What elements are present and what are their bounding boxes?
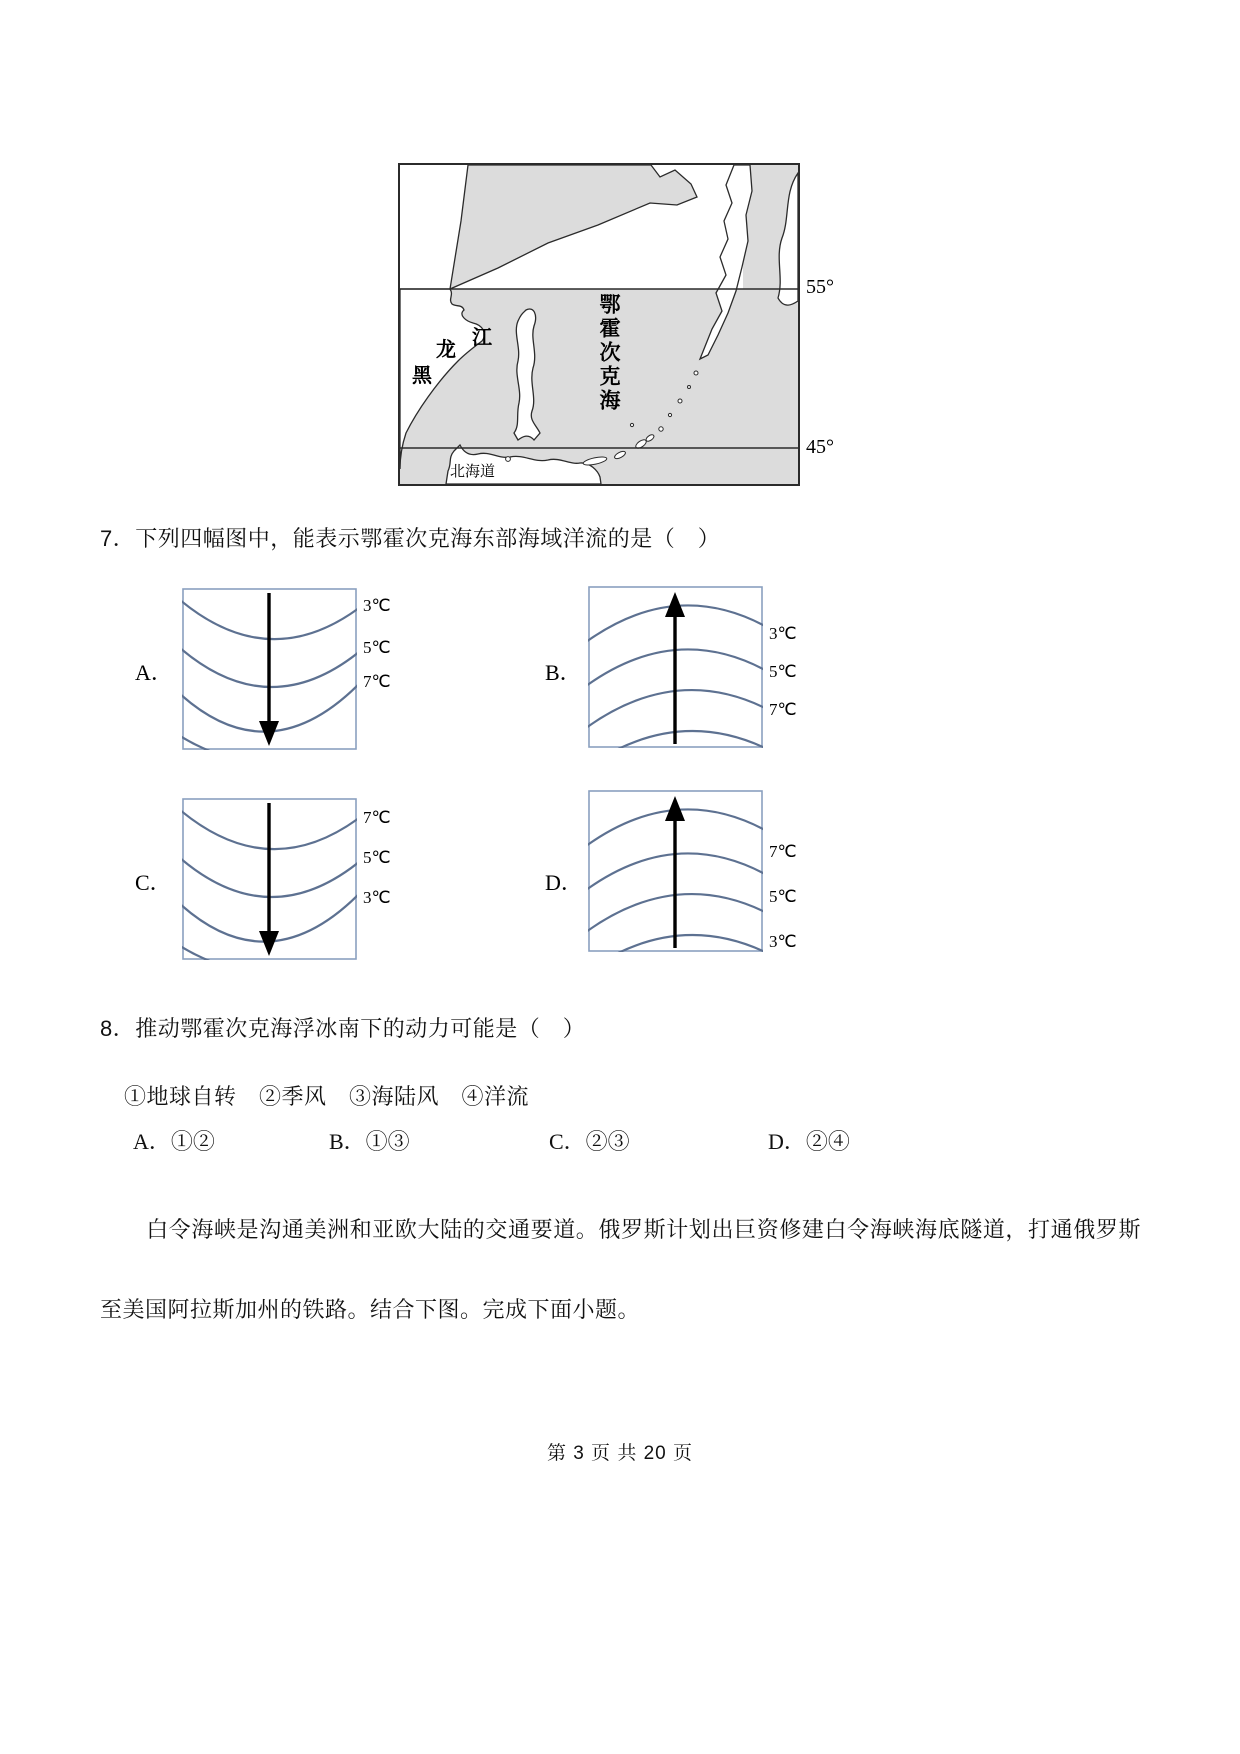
isotherm-label: 7℃ [769,700,797,719]
question-7-stem: 7．下列四幅图中，能表示鄂霍次克海东部海域洋流的是（ ） [100,526,721,551]
river-label-char-jiang: 江 [472,327,492,349]
isotherm-label: 5℃ [363,848,391,867]
river-label-char-long: 龙 [436,339,456,361]
hokkaido-label: 北海道 [450,464,496,480]
isotherm-label: 7℃ [769,842,797,861]
q8-option-b: B．①③ [329,1129,410,1154]
q7-diagram-b [588,586,818,748]
river-label-char-hei: 黑 [412,365,432,387]
bering-strait-passage: 白令海峡是沟通美洲和亚欧大陆的交通要道。俄罗斯计划出巨资修建白令海峡海底隧道，打通俄罗斯至美国阿拉斯加州的铁路。结合下图。完成下面小题。 [100,1217,1141,1322]
q7-option-b-letter: B． [545,660,582,685]
isotherm-label: 7℃ [363,808,391,827]
latitude-45-label: 45° [806,436,834,458]
okhotsk-sea-map [398,163,800,486]
q8-option-c: C．②③ [549,1129,630,1154]
question-8-stem: 8．推动鄂霍次克海浮冰南下的动力可能是（ ） [100,1016,586,1041]
isotherm-diagram-arch-up [588,586,763,748]
isotherm-diagram-sag-down [182,798,357,960]
q8-option-d: D．②④ [768,1129,850,1154]
question-8-items: ①地球自转 ②季风 ③海陆风 ④洋流 [124,1084,530,1109]
isotherm-diagram-arch-up [588,790,763,952]
isotherm-label: 5℃ [769,662,797,681]
q7-option-c-letter: C． [135,870,172,895]
isotherm-label: 7℃ [363,672,391,691]
isotherm-label: 3℃ [769,624,797,643]
isotherm-label: 3℃ [769,932,797,951]
q7-diagram-d [588,790,818,952]
q7-option-a-letter: A． [135,660,173,685]
page-footer: 第 3 页 共 20 页 [546,1443,694,1464]
sea-name-label: 鄂霍次克海 [597,293,621,413]
isotherm-diagram-sag-down [182,588,357,750]
isotherm-label: 5℃ [363,638,391,657]
q7-diagram-c [182,798,412,960]
latitude-55-label: 55° [806,276,834,298]
q8-option-a: A．①② [133,1129,215,1154]
siberia-landmass [450,165,697,289]
q7-option-d-letter: D． [545,870,583,895]
isotherm-label: 3℃ [363,596,391,615]
isotherm-label: 3℃ [363,888,391,907]
isotherm-label: 5℃ [769,887,797,906]
q7-diagram-a [182,588,412,750]
